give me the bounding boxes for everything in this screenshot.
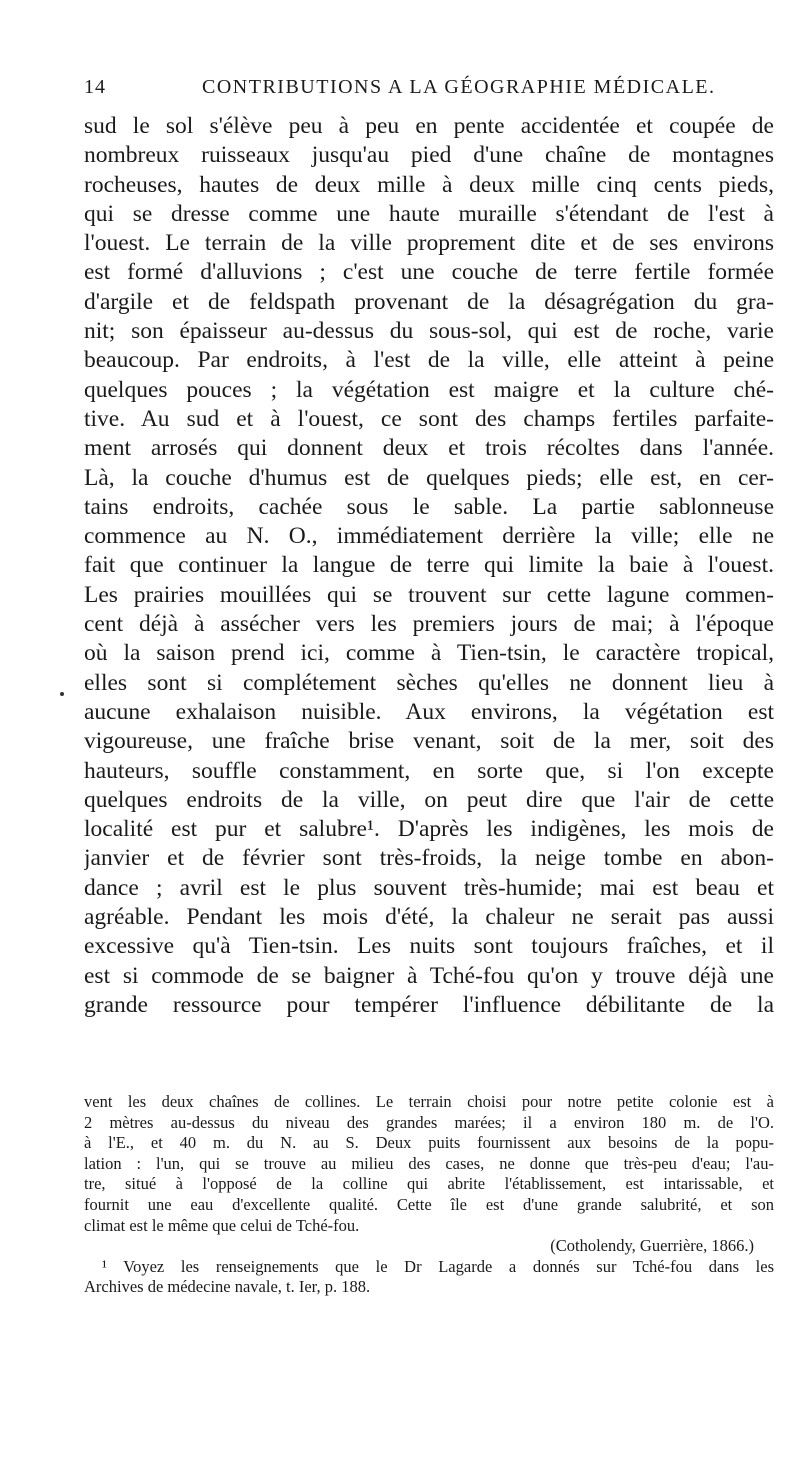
footnote-1-line-2: Archives de médecine navale, t. Ier, p. 188. [84, 1277, 371, 1297]
footnote-1-line-1: ¹ Voyez les renseignements que le Dr Lagarde a donnés sur Tché-fou dans les [102, 1256, 774, 1276]
footnotes [84, 1092, 774, 1298]
running-header [84, 76, 774, 104]
body-line: est formé d'alluvions ; c'est une couche de terre fertile formée [84, 259, 774, 286]
body-line: ment arrosés qui donnent deux et trois récoltes dans l'année. [84, 435, 774, 462]
body-line: d'argile et de feldspath provenant de la désagrégation du gra- [84, 288, 774, 315]
body-line: rocheuses, hautes de deux mille à deux mille cinq cents pieds, [84, 171, 774, 198]
margin-mark [60, 692, 64, 696]
body-line: où la saison prend ici, comme à Tien-tsin, le caractère tropical, [84, 640, 774, 667]
body-line: agréable. Pendant les mois d'été, la chaleur ne serait pas aussi [84, 904, 774, 931]
body-line: excessive qu'à Tien-tsin. Les nuits sont toujours fraîches, et il [84, 933, 774, 960]
body-line: Là, la couche d'humus est de quelques pieds; elle est, en cer- [84, 464, 774, 491]
footnote-line: à l'E., et 40 m. du N. au S. Deux puits fournissent aux besoins de la popu- [84, 1133, 774, 1153]
body-line: hauteurs, souffle constamment, en sorte que, si l'on excepte [84, 757, 774, 784]
footnote-line: tre, situé à l'opposé de la colline qui abrite l'établissement, est intarissable, et [84, 1174, 774, 1194]
body-line: beaucoup. Par endroits, à l'est de la ville, elle atteint à peine [84, 347, 774, 374]
body-line: aucune exhalaison nuisible. Aux environs, la végétation est [84, 698, 774, 725]
body-line: tive. Au sud et à l'ouest, ce sont des champs fertiles parfaite- [84, 405, 774, 432]
body-line: quelques endroits de la ville, on peut dire que l'air de cette [84, 786, 774, 813]
footnote-line: 2 mètres au-dessus du niveau des grandes marées; il a environ 180 m. de l'O. [84, 1112, 774, 1132]
footnote-attribution: (Cotholendy, Guerrière, 1866.) [550, 1236, 754, 1256]
running-title: CONTRIBUTIONS A LA GÉOGRAPHIE MÉDICALE. [202, 76, 716, 98]
body-line: nombreux ruisseaux jusqu'au pied d'une chaîne de montagnes [84, 142, 774, 169]
body-line: tains endroits, cachée sous le sable. La partie sablonneuse [84, 493, 774, 520]
body-line: l'ouest. Le terrain de la ville proprement dite et de ses environs [84, 230, 774, 257]
body-paragraph [84, 112, 774, 1020]
body-line: qui se dresse comme une haute muraille s'étendant de l'est à [84, 200, 774, 227]
footnote-line: fournit une eau d'excellente qualité. Cette île est d'une grande salubrité, et son [84, 1194, 774, 1214]
body-line: est si commode de se baigner à Tché-fou qu'on y trouve déjà une [84, 962, 774, 989]
body-line: fait que continuer la langue de terre qui limite la baie à l'ouest. [84, 552, 774, 579]
footnote-continuation [84, 1092, 774, 1236]
body-line: dance ; avril est le plus souvent très-humide; mai est beau et [84, 874, 774, 901]
footnote-line: vent les deux chaînes de collines. Le terrain choisi pour notre petite colonie est à [84, 1092, 774, 1111]
footnote-line: lation : l'un, qui se trouve au milieu des cases, ne donne que très-peu d'eau; l'au- [84, 1153, 774, 1173]
body-line: commence au N. O., immédiatement derrière la ville; elle ne [84, 523, 774, 550]
footnote-line: climat est le même que celui de Tché-fou. [84, 1215, 360, 1235]
body-line: elles sont si complétement sèches qu'elles ne donnent lieu à [84, 669, 774, 696]
body-line: quelques pouces ; la végétation est maigre et la culture ché- [84, 376, 774, 403]
body-line: localité est pur et salubre¹. D'après les indigènes, les mois de [84, 816, 774, 843]
body-line: sud le sol s'élève peu à peu en pente accidentée et coupée de [84, 113, 774, 139]
body-line: vigoureuse, une fraîche brise venant, soit de la mer, soit des [84, 728, 774, 755]
body-line: nit; son épaisseur au-dessus du sous-sol, qui est de roche, varie [84, 318, 774, 345]
body-line: cent déjà à assécher vers les premiers jours de mai; à l'époque [84, 611, 774, 638]
page-number: 14 [84, 76, 106, 98]
body-line: grande ressource pour tempérer l'influence débilitante de la [84, 991, 774, 1018]
body-line: Les prairies mouillées qui se trouvent sur cette lagune commen- [84, 581, 774, 608]
body-line: janvier et de février sont très-froids, la neige tombe en abon- [84, 845, 774, 872]
